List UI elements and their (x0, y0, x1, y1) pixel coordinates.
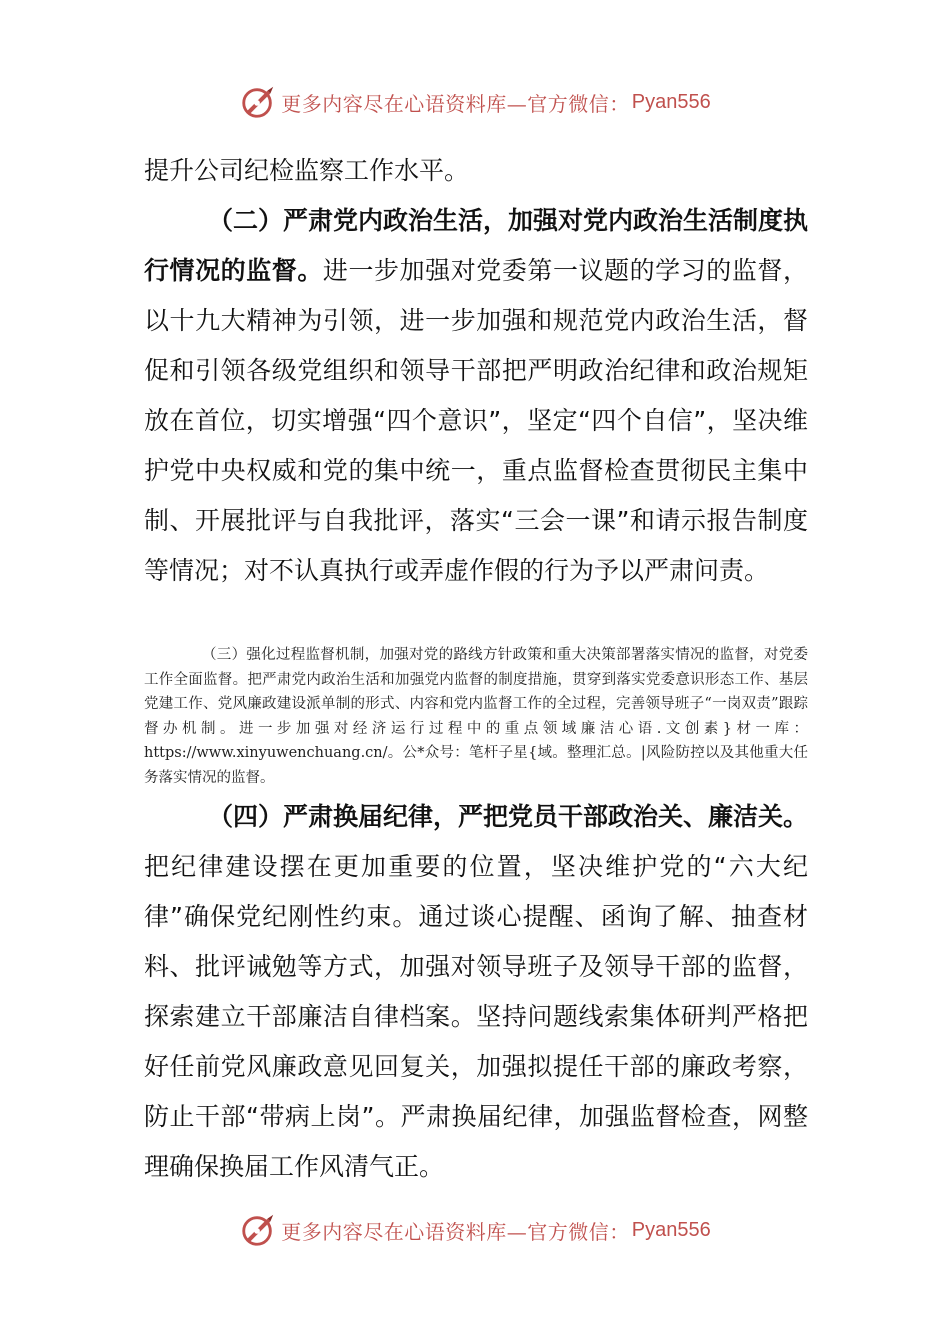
paragraph-continuation: 提升公司纪检监察工作水平。 (144, 156, 470, 185)
section-two-heading: （二）严肃党内政治生活，加强对党内政治生活制度执行情况的监督。 (144, 206, 809, 285)
section-two (144, 146, 808, 596)
section-four (144, 792, 808, 1192)
header-banner (0, 80, 950, 124)
banner-wechat-id: Pyan556 (631, 90, 711, 113)
section-two-body: 进一步加强对党委第一议题的学习的监督，以十九大精神为引领，进一步加强和规范党内政治生活，督促和引领各级党组织和领导干部把严明政治纪律和政治规矩放在首位，切实增强“四个意识”，坚定“四个自信”，坚决维护党中央权威和党的集中统一，重点监督检查贯彻民主集中制、开展批评与自我批评，落实“三会一课”和请示报告制度等情况；对不认真执行或弄虚作假的行为予以严肃问责。 (144, 256, 808, 585)
section-four-heading: （四）严肃换届纪律，严把党员干部政治关、廉洁关。 (208, 802, 809, 831)
banner-text: 更多内容尽在心语资料库—官方微信： (281, 1219, 630, 1244)
banner-text: 更多内容尽在心语资料库—官方微信： (281, 91, 630, 116)
pen-logo-icon (239, 1211, 277, 1249)
paragraph-section-two (144, 196, 808, 596)
section-four-body: 把纪律建设摆在更加重要的位置，坚决维护党的“六大纪律”确保党纪刚性约束。通过谈心提醒、函询了解、抽查材料、批评诫勉等方式，加强对领导班子及领导干部的监督，探索建立干部廉洁自律档案。坚持问题线索集体研判严格把好任前党风廉政意见回复关，加强拟提任干部的廉政考察，防止干部“带病上岗”。严肃换届纪律，加强监督检查，网整理确保换届工作风清气正。 (144, 852, 808, 1181)
pen-logo-icon (239, 83, 277, 121)
paragraph-section-three: （三）强化过程监督机制，加强对党的路线方针政策和重大决策部署落实情况的监督，对党委工作全面监督。把严肃党内政治生活和加强党内监督的制度措施，贯穿到落实党委意识形态工作、基层党建工作、党风廉政建设派单制的形式、内容和党内监督工作的全过程，完善领导班子“一岗双责”跟踪督办机制。进一步加强对经济运行过程中的重点领域廉洁心语.文创素}材一库：https://www.xinyuwenchuang.cn/。公*众号：笔杆子星{域。整理汇总。|风险防控以及其他重大任务落实情况的监督。 (144, 647, 808, 786)
banner-wechat-id: Pyan556 (631, 1218, 711, 1241)
paragraph-section-four (144, 792, 808, 1192)
footer-banner (0, 1208, 950, 1252)
